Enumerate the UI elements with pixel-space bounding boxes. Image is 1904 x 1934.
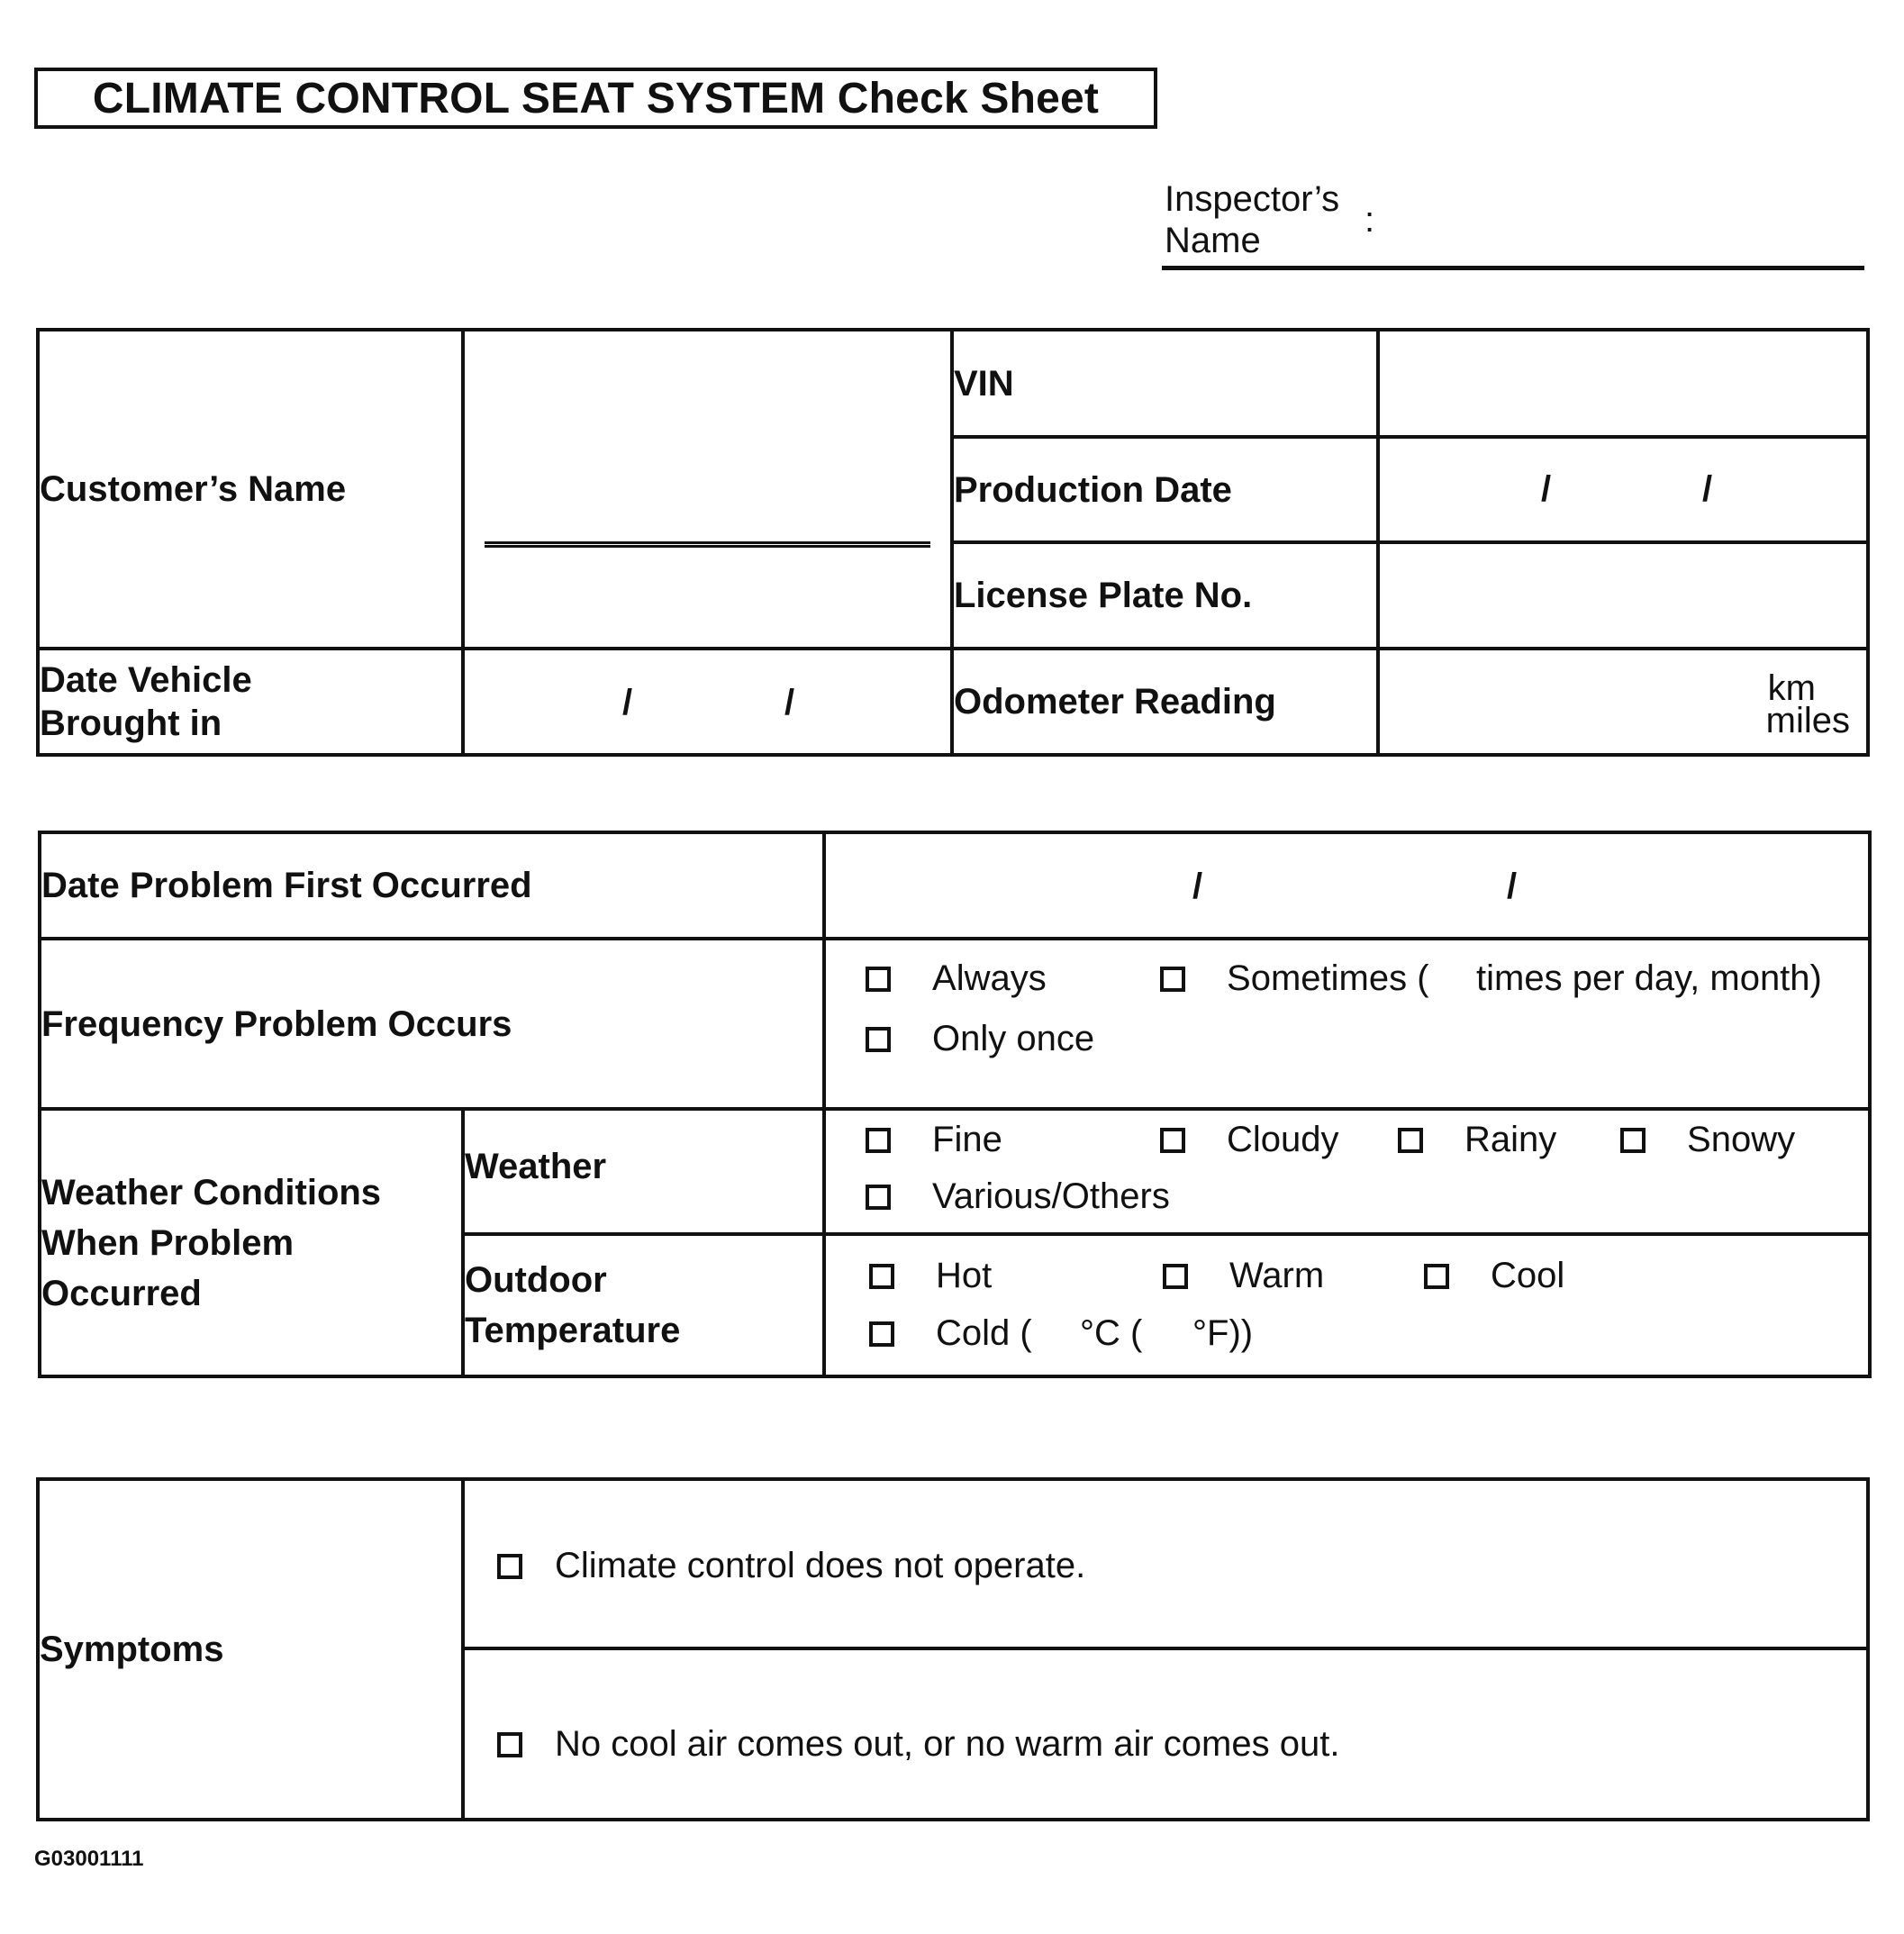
checkbox-icon[interactable]	[1620, 1128, 1646, 1153]
inspector-colon: :	[1365, 200, 1375, 240]
date-separator: /	[1702, 469, 1713, 509]
option-label: Sometimes (	[1227, 958, 1429, 998]
name-underline	[485, 541, 930, 548]
option-label: Snowy	[1687, 1120, 1796, 1159]
inspector-label-line1: Inspector’s	[1165, 179, 1340, 219]
option-climate-control-not-operate[interactable]	[497, 1546, 1085, 1586]
checkbox-icon[interactable]	[1424, 1264, 1449, 1289]
fahrenheit-unit: °F))	[1192, 1313, 1254, 1353]
outdoor-temperature-label	[463, 1234, 824, 1376]
date-first-occurred-field[interactable]	[824, 832, 1870, 939]
frequency-label: Frequency Problem Occurs	[40, 939, 824, 1109]
checkbox-icon[interactable]	[869, 1321, 894, 1347]
checkbox-icon[interactable]	[1398, 1128, 1423, 1153]
option-cool[interactable]	[1424, 1256, 1564, 1296]
option-no-cool-or-warm-air[interactable]	[497, 1724, 1339, 1765]
option-cold[interactable]	[869, 1313, 1032, 1354]
checkbox-icon[interactable]	[1160, 1128, 1185, 1153]
option-warm[interactable]	[1163, 1256, 1324, 1296]
date-brought-line1: Date Vehicle	[40, 660, 252, 700]
symptom-row	[463, 1648, 1868, 1820]
option-snowy[interactable]	[1620, 1120, 1795, 1160]
weather-conditions-line3: Occurred	[41, 1273, 202, 1313]
option-label: Cloudy	[1227, 1120, 1339, 1159]
date-brought-line2: Brought in	[40, 704, 222, 743]
option-label: Cool	[1491, 1256, 1565, 1295]
unit-km: km	[1767, 668, 1816, 708]
weather-conditions-label	[40, 1109, 463, 1376]
option-label: Various/Others	[932, 1176, 1170, 1216]
date-first-occurred-label: Date Problem First Occurred	[40, 832, 824, 939]
production-date-field[interactable]	[1378, 437, 1868, 542]
option-hot[interactable]	[869, 1256, 992, 1296]
outdoor-temp-line2: Temperature	[465, 1311, 681, 1350]
symptom-row	[463, 1479, 1868, 1648]
checkbox-icon[interactable]	[869, 1264, 894, 1289]
checkbox-icon[interactable]	[497, 1732, 522, 1757]
symptoms-table	[36, 1477, 1870, 1821]
unit-miles: miles	[1765, 701, 1850, 740]
symptoms-label: Symptoms	[38, 1479, 463, 1820]
inspector-label-line2: Name	[1165, 221, 1261, 260]
option-label: No cool air comes out, or no warm air comes out.	[555, 1724, 1340, 1764]
temperature-options	[824, 1234, 1870, 1376]
outdoor-temp-line1: Outdoor	[465, 1260, 607, 1300]
option-always[interactable]	[866, 958, 1047, 999]
odometer-label: Odometer Reading	[952, 649, 1378, 755]
page-title: CLIMATE CONTROL SEAT SYSTEM Check Sheet	[34, 68, 1157, 129]
option-sometimes[interactable]	[1160, 958, 1429, 999]
weather-conditions-line2: When Problem	[41, 1222, 295, 1263]
customers-name-label: Customer’s Name	[38, 330, 463, 649]
option-various-others[interactable]	[866, 1176, 1170, 1217]
production-date-label: Production Date	[952, 437, 1378, 542]
problem-info-table	[38, 831, 1872, 1378]
odometer-field[interactable]	[1378, 649, 1868, 755]
weather-label: Weather	[463, 1109, 824, 1234]
frequency-options	[824, 939, 1870, 1109]
checkbox-icon[interactable]	[497, 1554, 522, 1579]
weather-options	[824, 1109, 1870, 1234]
checkbox-icon[interactable]	[1160, 967, 1185, 992]
celsius-unit: °C (	[1080, 1313, 1143, 1353]
option-label: Always	[932, 958, 1047, 998]
license-plate-field[interactable]	[1378, 542, 1868, 649]
checkbox-icon[interactable]	[866, 967, 891, 992]
option-cloudy[interactable]	[1160, 1120, 1339, 1160]
option-fine[interactable]	[866, 1120, 1002, 1160]
inspector-name-label	[1165, 178, 1339, 261]
option-label: Climate control does not operate.	[555, 1546, 1086, 1585]
checkbox-icon[interactable]	[866, 1185, 891, 1210]
option-label: Cold (	[936, 1313, 1032, 1353]
option-label: Warm	[1229, 1256, 1325, 1295]
option-label: Fine	[932, 1120, 1002, 1159]
checkbox-icon[interactable]	[866, 1128, 891, 1153]
option-label: Only once	[932, 1019, 1095, 1058]
option-label: Rainy	[1464, 1120, 1557, 1159]
date-brought-in-label	[38, 649, 463, 755]
date-separator: /	[1507, 867, 1518, 906]
option-only-once[interactable]	[866, 1019, 1094, 1059]
figure-code: G03001111	[34, 1847, 144, 1871]
customers-name-field[interactable]	[463, 330, 952, 649]
inspector-name-field[interactable]	[1162, 266, 1864, 270]
date-separator: /	[1192, 867, 1203, 906]
checkbox-icon[interactable]	[1163, 1264, 1188, 1289]
weather-conditions-line1: Weather Conditions	[41, 1172, 382, 1212]
checkbox-icon[interactable]	[866, 1027, 891, 1052]
license-plate-label: License Plate No.	[952, 542, 1378, 649]
date-separator: /	[784, 683, 795, 722]
vin-field[interactable]	[1378, 330, 1868, 437]
date-separator: /	[1541, 469, 1552, 509]
option-rainy[interactable]	[1398, 1120, 1556, 1160]
option-label: Hot	[936, 1256, 993, 1295]
vin-label: VIN	[952, 330, 1378, 437]
date-separator: /	[622, 683, 633, 722]
date-brought-in-field[interactable]	[463, 649, 952, 755]
sometimes-suffix: times per day, month)	[1476, 958, 1822, 998]
vehicle-info-table	[36, 328, 1870, 757]
